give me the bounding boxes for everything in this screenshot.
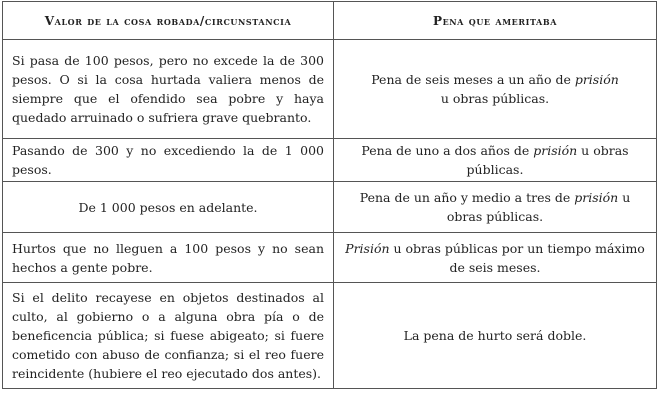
penalty-text: u obras públicas por un tiempo máximo de seis meses. [389, 240, 645, 275]
penalty-text: La pena de hurto será doble. [403, 328, 587, 343]
column-header-circumstance: Valor de la cosa robada/circunstancia [3, 2, 334, 40]
table-row [3, 139, 657, 182]
penalty-cell [334, 40, 657, 139]
header-row [3, 2, 657, 40]
penalty-text: Pena de uno a dos años de [361, 143, 534, 158]
table-row [3, 40, 657, 139]
table-row [3, 233, 657, 283]
circumstance-cell: Si el delito recayese en objetos destinados al culto, al gobierno o a alguna obra pía o de beneficencia pública; si fuese abigeato; si fuere cometido con abuso de confianza; si el reo fuere reincidente (hubiere el reo ejecutado dos antes). [3, 283, 334, 389]
penalty-cell [334, 233, 657, 283]
penalty-text: u obras públicas. [446, 190, 631, 224]
column-header-penalty: Pena que ameritaba [334, 2, 657, 40]
penalty-cell [334, 139, 657, 182]
penalty-cell [334, 283, 657, 389]
penalty-emphasis: Prisión [345, 240, 390, 256]
penalty-table [2, 1, 657, 389]
penalty-text: u obras públicas. [466, 143, 629, 177]
circumstance-cell: Si pasa de 100 pesos, pero no excede la de 300 pesos. O si la cosa hurtada valiera menos de siempre que el ofendido sea pobre y haya quedado arruinado o sufriera grave quebranto. [3, 40, 334, 139]
penalty-text: u obras públicas. [440, 91, 550, 106]
penalty-text: Pena de seis meses a un año de [371, 72, 575, 87]
penalty-emphasis: prisión [574, 72, 619, 87]
circumstance-cell: De 1 000 pesos en adelante. [3, 182, 334, 233]
penalty-emphasis: prisión [533, 143, 578, 158]
penalty-text: Pena de un año y medio a tres de [359, 190, 575, 205]
circumstance-cell: Hurtos que no lleguen a 100 pesos y no sean hechos a gente pobre. [3, 233, 334, 283]
penalty-emphasis: prisión [574, 190, 619, 205]
table-row [3, 283, 657, 389]
table-row [3, 182, 657, 233]
penalty-cell [334, 182, 657, 233]
circumstance-cell: Pasando de 300 y no excediendo la de 1 000 pesos. [3, 139, 334, 182]
